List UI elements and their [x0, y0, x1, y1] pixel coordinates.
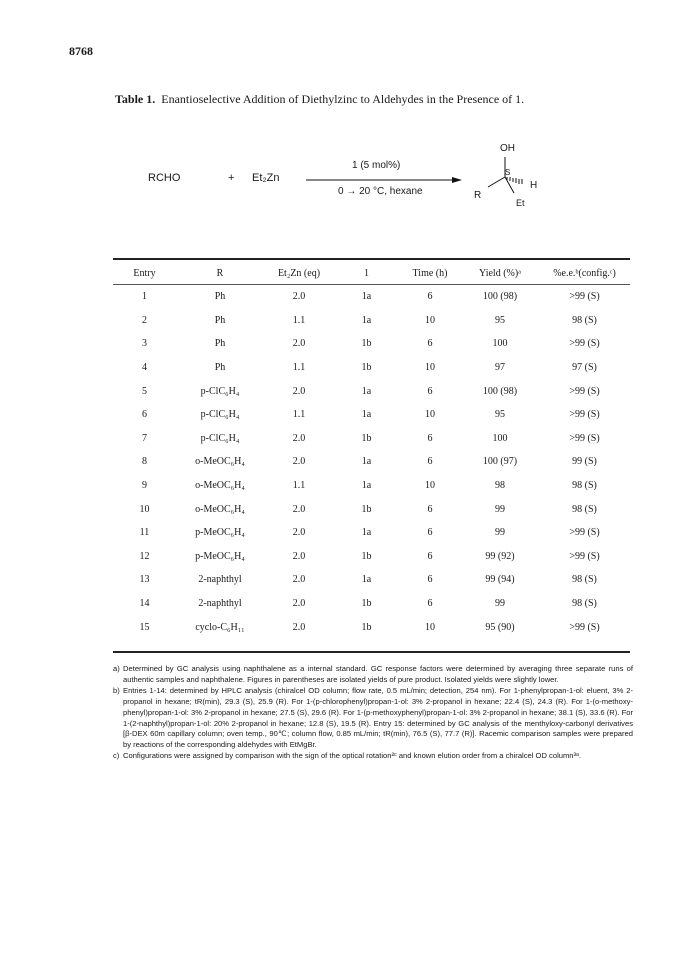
cell-yield: 95 — [495, 409, 505, 421]
footnote-c — [113, 751, 633, 762]
cell-time: 10 — [425, 409, 435, 421]
plus-sign: + — [228, 172, 235, 184]
cell-ee-config: 98 (S) — [572, 574, 597, 586]
page-number: 8768 — [69, 44, 93, 58]
header-entry: Entry — [133, 267, 156, 279]
cell-ligand: 1a — [361, 314, 372, 326]
cell-ee-config: >99 (S) — [569, 291, 600, 303]
cell-entry: 9 — [142, 480, 147, 492]
header-r: R — [216, 267, 224, 279]
table-row — [113, 427, 630, 451]
cell-et2zn-eq: 1.1 — [292, 409, 306, 421]
table-title: Enantioselective Addition of Diethylzinc to Aldehydes in the Presence of 1. — [161, 92, 525, 106]
cell-yield: 99 (92) — [485, 550, 515, 562]
table-row — [113, 332, 630, 356]
cell-time: 6 — [427, 432, 433, 444]
conditions-label: 0 → 20 °C, hexane — [338, 186, 423, 197]
cell-ee-config: >99 (S) — [569, 621, 600, 633]
cell-ligand: 1a — [361, 456, 372, 468]
footnote-b — [113, 686, 633, 751]
cell-time: 10 — [425, 480, 435, 492]
footnote-c-text: Configurations were assigned by comparison with the sign of the optical rotation²ᶜ and known elution order from a chiralcel OD column³ᵃ. — [123, 751, 581, 761]
cell-ee-config: 97 (S) — [572, 362, 597, 374]
product-ethyl: Et — [516, 198, 525, 208]
table-row — [113, 497, 630, 521]
cell-r-group: Ph — [214, 291, 226, 303]
product-stereo-label: S — [505, 168, 511, 177]
cell-entry: 1 — [142, 291, 147, 303]
cell-time: 6 — [427, 503, 433, 515]
cell-r-group: cyclo-C₆H₁₁ — [195, 621, 245, 633]
product-hydrogen: H — [530, 180, 538, 191]
cell-entry: 14 — [139, 598, 150, 610]
cell-ee-config: 98 (S) — [572, 314, 597, 326]
footnotes — [113, 664, 633, 762]
cell-et2zn-eq: 2.0 — [292, 385, 306, 397]
cell-entry: 8 — [142, 456, 147, 468]
cell-time: 6 — [427, 385, 433, 397]
cell-et2zn-eq: 2.0 — [292, 432, 306, 444]
cell-yield: 95 — [495, 314, 505, 326]
cell-entry: 4 — [142, 362, 147, 374]
cell-et2zn-eq: 2.0 — [292, 550, 306, 562]
cell-et2zn-eq: 2.0 — [292, 338, 306, 350]
cell-entry: 2 — [142, 314, 147, 326]
cell-r-group: o-MeOC₆H₄ — [195, 480, 245, 492]
cell-yield: 100 (98) — [482, 291, 518, 303]
table-row — [113, 356, 630, 380]
table-row — [113, 309, 630, 333]
table-row — [113, 592, 630, 616]
table-row — [113, 521, 630, 545]
cell-entry: 15 — [139, 621, 150, 633]
header-et2zn: Et₂Zn (eq) — [277, 267, 321, 279]
product-r-group: R — [474, 190, 482, 201]
cell-time: 10 — [425, 314, 435, 326]
cell-r-group: p-MeOC₆H₄ — [195, 550, 245, 562]
cell-r-group: p-ClC₆H₄ — [200, 409, 240, 421]
cell-yield: 99 — [495, 598, 505, 610]
cell-ligand: 1a — [361, 480, 372, 492]
footnote-a-mark: a) — [113, 664, 120, 673]
cell-r-group: o-MeOC₆H₄ — [195, 456, 245, 468]
product-structure-bonds — [478, 155, 538, 200]
table-row — [113, 615, 630, 639]
cell-r-group: o-MeOC₆H₄ — [195, 503, 245, 515]
table-bottom-rule — [113, 651, 630, 653]
table-row — [113, 568, 630, 592]
cell-yield: 99 (94) — [485, 574, 515, 586]
cell-entry: 13 — [139, 574, 150, 586]
footnote-a-text: Determined by GC analysis using naphthalene as a internal standard. GC response factors were determined by averaging three separate runs of authentic samples and naphthalene. Figures in parentheses are isolated yields of pure product. Isolated yields were slightly lower. — [123, 664, 633, 684]
table-row — [113, 403, 630, 427]
cell-ligand: 1a — [361, 574, 372, 586]
cell-time: 10 — [425, 621, 435, 633]
table-row — [113, 545, 630, 569]
cell-time: 6 — [427, 338, 433, 350]
reactant-diethylzinc: Et₂Zn — [252, 172, 280, 184]
cell-et2zn-eq: 2.0 — [292, 574, 306, 586]
cell-r-group: p-MeOC₆H₄ — [195, 527, 245, 539]
header-yield: Yield (%)ᵃ — [479, 267, 521, 279]
cell-et2zn-eq: 2.0 — [292, 291, 306, 303]
cell-yield: 100 (97) — [482, 456, 518, 468]
cell-ee-config: 98 (S) — [572, 598, 597, 610]
footnote-c-mark: c) — [113, 751, 120, 761]
cell-ee-config: 99 (S) — [572, 456, 597, 468]
cell-ligand: 1b — [361, 338, 372, 350]
cell-r-group: p-ClC₆H₄ — [200, 432, 240, 444]
cell-ee-config: >99 (S) — [569, 338, 600, 350]
cell-ligand: 1b — [361, 621, 372, 633]
reactant-aldehyde: RCHO — [148, 172, 181, 184]
table-body — [113, 285, 630, 639]
cell-r-group: 2-naphthyl — [198, 574, 242, 586]
cell-ee-config: >99 (S) — [569, 409, 600, 421]
table-row — [113, 450, 630, 474]
cell-et2zn-eq: 1.1 — [292, 362, 306, 374]
header-ligand: 1 — [364, 267, 369, 279]
table-header-row — [113, 262, 630, 285]
cell-ee-config: 98 (S) — [572, 503, 597, 515]
cell-ligand: 1b — [361, 362, 372, 374]
header-time: Time (h) — [412, 267, 448, 279]
cell-entry: 6 — [142, 409, 147, 421]
cell-time: 6 — [427, 598, 433, 610]
cell-ligand: 1b — [361, 598, 372, 610]
cell-ligand: 1a — [361, 385, 372, 397]
reaction-scheme — [0, 0, 692, 230]
cell-entry: 3 — [142, 338, 147, 350]
cell-entry: 12 — [139, 550, 150, 562]
cell-ee-config: >99 (S) — [569, 527, 600, 539]
cell-r-group: Ph — [214, 338, 226, 350]
cell-entry: 10 — [139, 503, 150, 515]
cell-et2zn-eq: 2.0 — [292, 527, 306, 539]
cell-ligand: 1a — [361, 409, 372, 421]
cell-entry: 11 — [139, 527, 150, 539]
cell-time: 6 — [427, 527, 433, 539]
cell-et2zn-eq: 2.0 — [292, 456, 306, 468]
cell-ee-config: >99 (S) — [569, 550, 600, 562]
footnote-b-mark: b) — [113, 685, 120, 695]
cell-yield: 97 — [495, 362, 505, 374]
table-row — [113, 474, 630, 498]
cell-yield: 100 (98) — [482, 385, 518, 397]
cell-r-group: 2-naphthyl — [198, 598, 242, 610]
header-ee-config: %e.e.ᵇ(config.ᶜ) — [553, 267, 616, 279]
product-hydroxyl: OH — [500, 143, 515, 154]
catalyst-label: 1 (5 mol%) — [352, 160, 401, 171]
cell-et2zn-eq: 2.0 — [292, 503, 306, 515]
cell-ee-config: >99 (S) — [569, 432, 600, 444]
cell-yield: 99 — [495, 527, 505, 539]
cell-time: 6 — [427, 291, 433, 303]
cell-et2zn-eq: 1.1 — [292, 480, 306, 492]
cell-yield: 100 — [492, 432, 508, 444]
cell-et2zn-eq: 2.0 — [292, 621, 306, 633]
cell-ligand: 1b — [361, 550, 372, 562]
cell-r-group: Ph — [214, 362, 226, 374]
cell-ligand: 1b — [361, 432, 372, 444]
table-row — [113, 285, 630, 309]
cell-time: 6 — [427, 456, 433, 468]
cell-entry: 5 — [142, 385, 147, 397]
cell-ee-config: >99 (S) — [569, 385, 600, 397]
cell-et2zn-eq: 2.0 — [292, 598, 306, 610]
cell-ligand: 1a — [361, 527, 372, 539]
footnote-a — [113, 664, 633, 686]
cell-et2zn-eq: 1.1 — [292, 314, 306, 326]
cell-yield: 100 — [492, 338, 508, 350]
table-label: Table 1. — [115, 92, 156, 106]
cell-yield: 95 (90) — [485, 621, 515, 633]
cell-time: 10 — [425, 362, 435, 374]
cell-r-group: Ph — [214, 314, 226, 326]
table-top-rule — [113, 258, 630, 260]
table-row — [113, 379, 630, 403]
cell-time: 6 — [427, 574, 433, 586]
cell-r-group: p-ClC₆H₄ — [200, 385, 240, 397]
cell-yield: 98 — [495, 480, 505, 492]
cell-ligand: 1a — [361, 291, 372, 303]
cell-ligand: 1b — [361, 503, 372, 515]
cell-yield: 99 — [495, 503, 505, 515]
cell-ee-config: 98 (S) — [572, 480, 597, 492]
reaction-arrow — [306, 174, 462, 186]
cell-entry: 7 — [142, 432, 147, 444]
footnote-b-text: Entries 1-14: determined by HPLC analysis (chiralcel OD column; flow rate, 0.5 mL/min; detection, 254 nm). For 1-phenylpropan-1-ol: eluent, 3% 2-propanol in hexane; tR(min), 29.3 (S), 25.9 (R). For 1-(p-chlorophenyl)propan-1-ol: 3% 2-propanol in hexane; 22.4 (S), 24.3 (R). For 1-(o-methoxy-phenyl)propan-1-ol: 3% 2-propanol in hexane; 27.5 (S), 29.6 (R). For 1-(p-methoxyphenyl)propan-1-ol: 3% 2-propanol in hexane; 38.1 (S), 33.6 (R). For 1-(2-naphthyl)propan-1-ol: 20% 2-propanol in hexane; 12.8 (S), 19.5 (R). Entry 15: determined by GC analysis of the menthyloxy-carbonyl derivatives [β-DEX 60m capillary column; oven temp., 90℃; column flow, 0.85 mL/min; tR(min), 76.5 (S), 77.7 (R)]. Racemic comparison samples were prepared by reactions of the corresponding aldehydes with EtMgBr. — [123, 685, 633, 750]
cell-time: 6 — [427, 550, 433, 562]
results-table — [113, 262, 630, 639]
